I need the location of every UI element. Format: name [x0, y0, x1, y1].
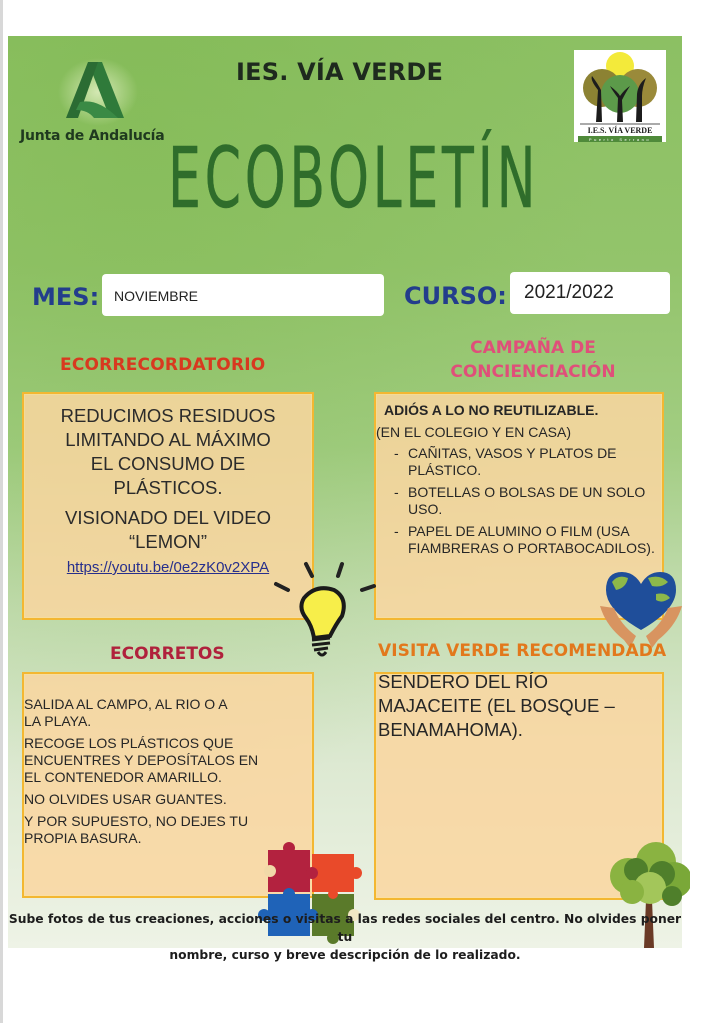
list-item: - PAPEL DE ALUMINO O FILM (USA FIAMBRERAS O PORTABOCADILOS).	[394, 523, 662, 557]
recordatorio-message	[24, 404, 312, 500]
school-logo-text: I.E.S. VÍA VERDE	[587, 126, 653, 135]
reto-paragraph: RECOGE LOS PLÁSTICOS QUE ENCUENTRES Y DEPOSÍTALOS EN EL CONTENEDOR AMARILLO.	[24, 735, 259, 785]
mes-field: NOVIEMBRE	[102, 274, 384, 316]
campana-list	[394, 445, 662, 557]
scan-edge	[0, 0, 3, 1023]
campana-subtitle: (EN EL COLEGIO Y EN CASA)	[376, 424, 572, 440]
school-name: IES. VÍA VERDE	[236, 58, 444, 86]
recordatorio-line: LIMITANDO AL MÁXIMO	[65, 429, 271, 450]
campana-heading-line2: CONCIENCIACIÓN	[450, 362, 616, 382]
earth-heart-hands-icon	[596, 566, 686, 650]
lightbulb-icon	[264, 544, 384, 664]
ecorrecordatorio-heading: ECORRECORDATORIO	[60, 355, 266, 375]
visita-verde-heading: VISITA VERDE RECOMENDADA	[378, 641, 667, 661]
visita-text: SENDERO DEL RÍO MAJACEITE (EL BOSQUE – BENAMAHOMA).	[378, 671, 615, 740]
ecoboletin-poster	[8, 36, 682, 962]
footer-line: Sube fotos de tus creaciones, acciones o visitas a las redes sociales del centro. No olvides poner tu	[8, 912, 682, 944]
video-line: VISIONADO DEL VIDEO	[65, 507, 271, 528]
junta-andalucia-text: Junta de Andalucía	[20, 128, 165, 144]
retos-text	[24, 696, 312, 847]
list-item: - CAÑITAS, VASOS Y PLATOS DE PLÁSTICO.	[394, 445, 662, 479]
campana-heading-line1: CAMPAÑA DE	[470, 338, 596, 358]
recordatorio-line: EL CONSUMO DE	[90, 453, 246, 474]
ecorretos-heading: ECORRETOS	[110, 644, 225, 664]
bulletin-title: ECOBOLETÍN	[168, 129, 540, 227]
curso-field: 2021/2022	[510, 272, 670, 314]
footer-note	[8, 910, 682, 964]
reto-paragraph: Y POR SUPUESTO, NO DEJES TU PROPIA BASURA.	[24, 813, 249, 846]
footer-line: nombre, curso y breve descripción de lo realizado.	[169, 948, 521, 962]
campana-heading	[428, 336, 638, 384]
reto-paragraph: SALIDA AL CAMPO, AL RIO O A LA PLAYA.	[24, 696, 227, 729]
reto-paragraph: NO OLVIDES USAR GUANTES.	[24, 791, 227, 807]
video-line: “LEMON”	[128, 531, 208, 552]
video-link[interactable]: https://youtu.be/0e2zK0v2XPA	[66, 559, 270, 576]
list-item: - BOTELLAS O BOLSAS DE UN SOLO USO.	[394, 484, 662, 518]
school-logo-subtext: Puerto Serrano	[588, 137, 652, 142]
school-logo-icon	[574, 50, 666, 142]
junta-andalucia-logo-icon	[58, 58, 138, 126]
mes-label: MES:	[32, 283, 100, 311]
recordatorio-line: PLÁSTICOS.	[113, 477, 223, 498]
campana-title: ADIÓS A LO NO REUTILIZABLE.	[384, 402, 599, 418]
recordatorio-line: REDUCIMOS RESIDUOS	[60, 405, 276, 426]
curso-label: CURSO:	[404, 282, 507, 310]
